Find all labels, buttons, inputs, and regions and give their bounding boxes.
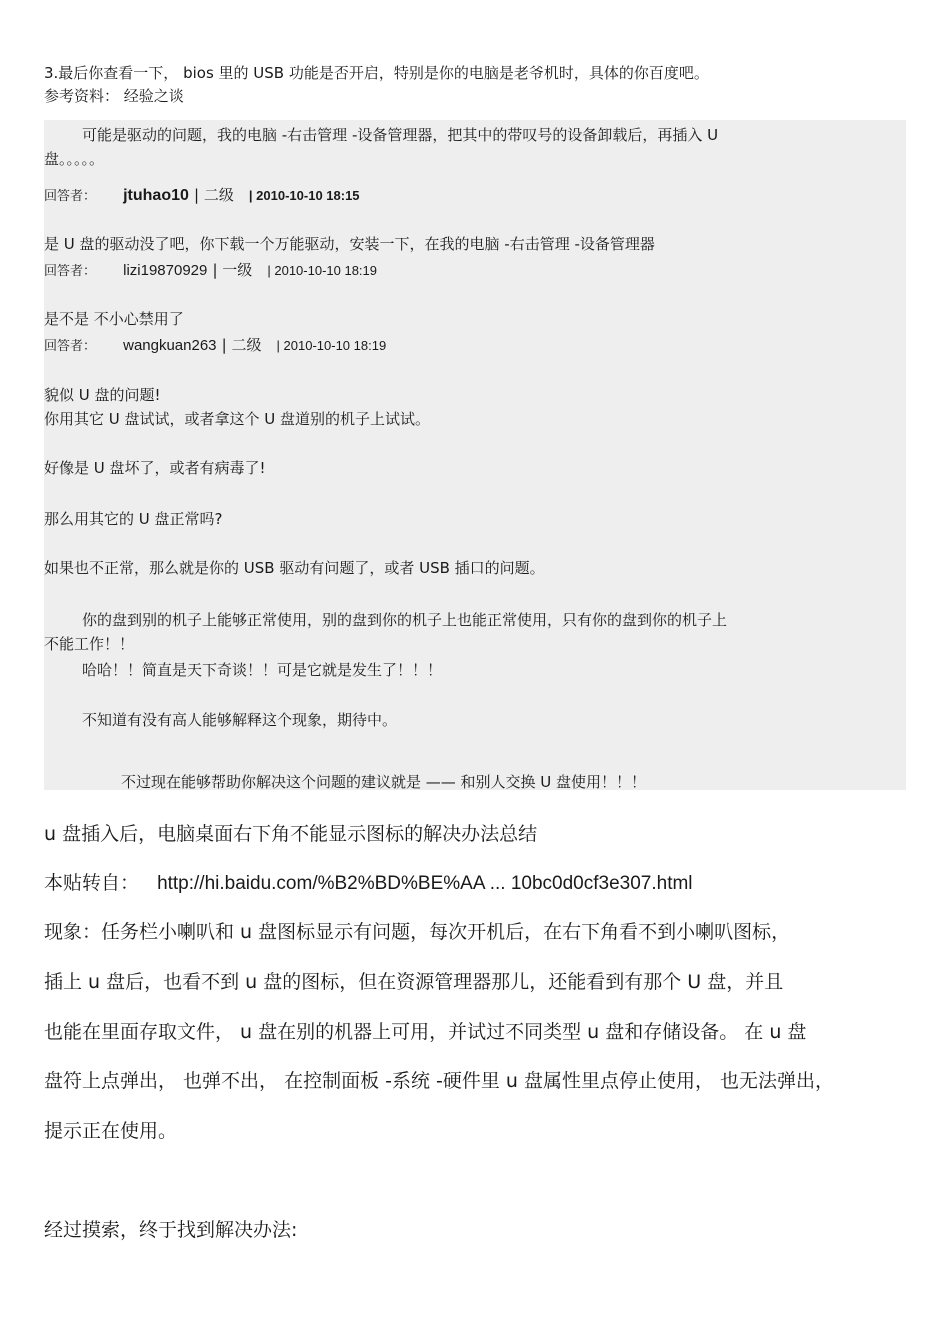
article-paragraph-line-4: 盘符上点弹出， 也弹不出， 在控制面板 -系统 -硬件里 u 盘属性里点停止使用， 也无法弹出， — [44, 1070, 835, 1092]
answer-1-line-2: 盘。。。。。 — [44, 150, 105, 168]
answer-5-line-4: 不知道有没有高人能够解释这个现象，期待中。 — [82, 711, 398, 729]
answer-time: | 2010-10-10 18:19 — [267, 263, 378, 278]
article-paragraph-line-2: 插上 u 盘后，也看不到 u 盘的图标，但在资源管理器那儿，还能看到有那个 U 盘，并且 — [44, 971, 784, 993]
answerer-name[interactable]: jtuhao10 — [123, 187, 189, 204]
source-link[interactable]: http://hi.baidu.com/%B2%BD%BE%AA ... 10bc0d0cf3e307.html — [157, 873, 693, 894]
answers-box — [44, 120, 906, 790]
meta-label: 回答者： — [44, 339, 97, 354]
answer-5-line-3: 哈哈！！简直是天下奇谈！！可是它就是发生了！！！ — [82, 661, 443, 679]
answer-1-line-1: 可能是驱动的问题，我的电脑 -右击管理 -设备管理器，把其中的带叹号的设备卸载后，再插入 U — [82, 126, 719, 144]
source-label: 本贴转自： — [44, 872, 140, 894]
top-line-1: 3.最后你查看一下， bios 里的 USB 功能是否开启，特别是你的电脑是老爷机时，具体的你百度吧。 — [44, 64, 709, 82]
answer-3-text: 是不是 不小心禁用了 — [44, 310, 184, 328]
article-source — [44, 868, 693, 895]
answer-3-meta — [44, 334, 386, 355]
top-line-2: 参考资料： 经验之谈 — [44, 87, 184, 105]
article-paragraph-line-6: 经过摸索，终于找到解决办法: — [44, 1219, 298, 1241]
answer-5-line-1: 你的盘到别的机子上能够正常使用，别的盘到你的机子上也能正常使用，只有你的盘到你的机子上 — [82, 611, 728, 629]
answer-4-line-5: 如果也不正常，那么就是你的 USB 驱动有问题了，或者 USB 插口的问题。 — [44, 559, 545, 577]
article-paragraph-line-1: 现象：任务栏小喇叭和 u 盘图标显示有问题，每次开机后，在右下角看不到小喇叭图标， — [44, 921, 791, 943]
article-paragraph-line-3: 也能在里面存取文件， u 盘在别的机器上可用，并试过不同类型 u 盘和存储设备。 在 u 盘 — [44, 1021, 807, 1043]
answer-2-text: 是 U 盘的驱动没了吧，你下载一个万能驱动，安装一下，在我的电脑 -右击管理 -设备管理器 — [44, 235, 655, 253]
answer-5-line-5: 不过现在能够帮助你解决这个问题的建议就是 —— 和别人交换 U 盘使用！！！ — [121, 773, 647, 791]
answer-4-line-3: 好像是 U 盘坏了，或者有病毒了! — [44, 459, 266, 477]
article-title: u 盘插入后，电脑桌面右下角不能显示图标的解决办法总结 — [44, 823, 538, 845]
answer-4-line-4: 那么用其它的 U 盘正常吗? — [44, 510, 223, 528]
answer-4-line-1: 貌似 U 盘的问题! — [44, 386, 161, 404]
answerer-name[interactable]: wangkuan263 — [123, 337, 217, 354]
meta-label: 回答者： — [44, 264, 97, 279]
article-paragraph-line-5: 提示正在使用。 — [44, 1120, 178, 1142]
answerer-name[interactable]: lizi19870929 — [123, 262, 208, 279]
answer-4-line-2: 你用其它 U 盘试试，或者拿这个 U 盘道别的机子上试试。 — [44, 410, 431, 428]
meta-label: 回答者： — [44, 189, 97, 204]
answer-1-meta — [44, 184, 360, 205]
answer-2-meta — [44, 259, 377, 280]
answerer-level: | 二级 — [221, 336, 262, 354]
answer-5-line-2: 不能工作！！ — [44, 635, 135, 653]
answerer-level: | 二级 — [194, 186, 234, 204]
answer-time: | 2010-10-10 18:19 — [276, 338, 387, 353]
answer-time: | 2010-10-10 18:15 — [248, 188, 360, 203]
answerer-level: | 一级 — [212, 261, 253, 279]
